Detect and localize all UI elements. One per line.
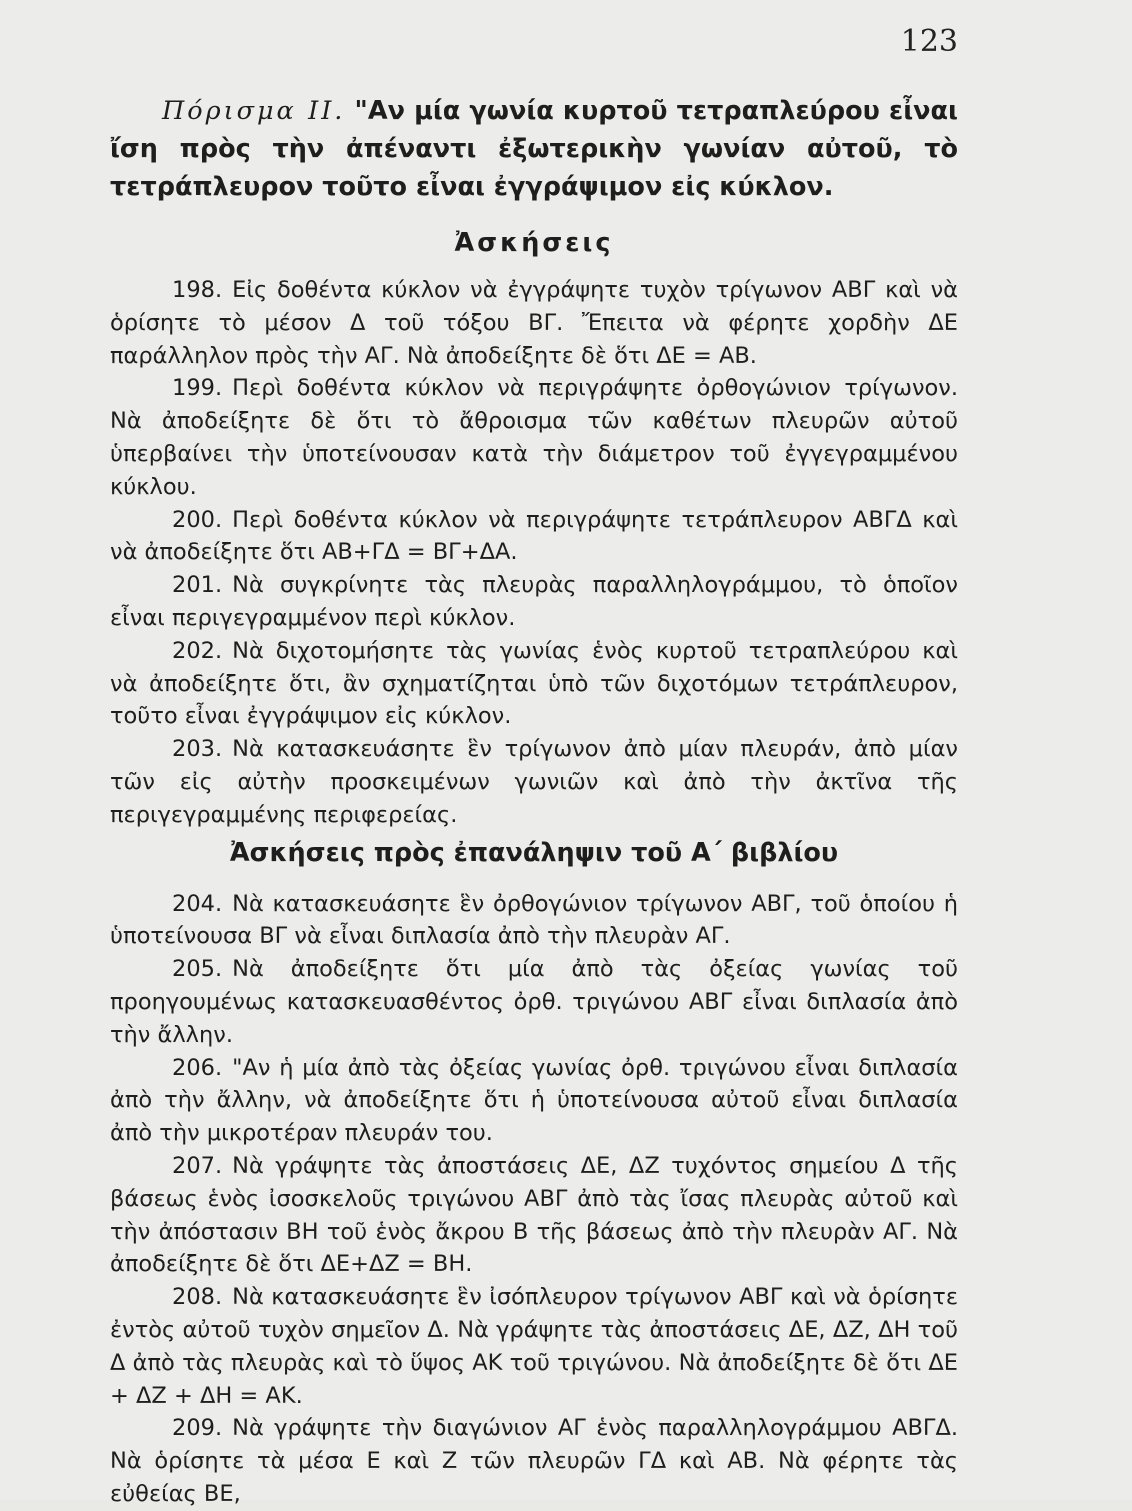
exercise-text: Εἰς δοθέντα κύκλον νὰ ἐγγράψητε τυχὸν τρίγωνον ΑΒΓ καὶ νὰ ὁρίσητε τὸ μέσον Δ τοῦ τόξου ΒΓ. Ἔπειτα νὰ φέρητε χορδὴν ΔΕ παράλληλον πρὸς τὴν ΑΓ. Νὰ ἀποδείξητε δὲ ὅτι ΔΕ = ΑΒ. (110, 277, 958, 369)
exercise-text: Νὰ κατασκευάσητε ἓν ἰσόπλευρον τρίγωνον ΑΒΓ καὶ νὰ ὁρίσητε ἐντὸς αὐτοῦ τυχὸν σημεῖον Δ. Νὰ γράψητε τὰς ἀποστάσεις ΔΕ, ΔΖ, ΔΗ τοῦ Δ ἀπὸ τὰς πλευρὰς καὶ τὸ ὕψος ΑΚ τοῦ τριγώνου. Νὰ ἀποδείξητε δὲ ὅτι ΔΕ + ΔΖ + ΔΗ = ΑΚ. (110, 1284, 958, 1409)
exercise-number: 198. (172, 277, 223, 303)
exercise-text: Νὰ διχοτομήσητε τὰς γωνίας ἑνὸς κυρτοῦ τετραπλεύρου καὶ νὰ ἀποδείξητε ὅτι, ἂν σχηματίζηται ὑπὸ τῶν διχοτόμων τετράπλευρον, τοῦτο εἶναι ἐγγράψιμον εἰς κύκλον. (110, 637, 958, 730)
section-heading-review: Ἀσκήσεις πρὸς ἐπανάληψιν τοῦ Α΄ βιβλίου (229, 837, 839, 868)
section-heading-exercises: Ἀσκήσεις (454, 228, 614, 258)
porisma-paragraph (110, 92, 958, 206)
exercise-198 (110, 274, 958, 372)
page-number: 123 (900, 24, 958, 59)
page-content (110, 92, 958, 1511)
exercise-204 (110, 888, 958, 954)
exercise-text: Νὰ συγκρίνητε τὰς πλευρὰς παραλληλογράμμου, τὸ ὁποῖον εἶναι περιγεγραμμένον περὶ κύκλον. (110, 572, 958, 631)
exercise-199 (110, 372, 958, 503)
exercise-208 (110, 1281, 958, 1412)
exercise-209 (110, 1412, 958, 1510)
exercise-206 (110, 1052, 958, 1150)
exercise-207 (110, 1150, 958, 1281)
exercise-number: 206. (172, 1054, 223, 1081)
exercise-number: 209. (172, 1415, 223, 1442)
exercise-205 (110, 953, 958, 1051)
exercise-number: 208. (172, 1284, 223, 1311)
exercise-text: Περὶ δοθέντα κύκλον νὰ περιγράψητε ὀρθογώνιον τρίγωνον. Νὰ ἀποδείξητε δὲ ὅτι τὸ ἄθροισμα τῶν καθέτων πλευρῶν αὐτοῦ ὑπερβαίνει τὴν ὑποτείνουσαν κατὰ τὴν διάμετρον τοῦ ἐγγεγραμμένου κύκλου. (110, 375, 958, 500)
exercise-number: 201. (172, 572, 223, 599)
exercise-text: Νὰ κατασκευάσητε ἓν ὀρθογώνιον τρίγωνον ΑΒΓ, τοῦ ὁποίου ἡ ὑποτείνουσα ΒΓ νὰ εἶναι διπλασία ἀπὸ τὴν πλευρὰν ΑΓ. (110, 890, 958, 950)
exercise-text: "Αν ἡ μία ἀπὸ τὰς ὀξείας γωνίας ὀρθ. τριγώνου εἶναι διπλασία ἀπὸ τὴν ἄλλην, νὰ ἀποδείξητε ὅτι ἡ ὑποτείνουσα αὐτοῦ εἶναι διπλασία ἀπὸ τὴν μικροτέραν πλευράν του. (110, 1054, 958, 1147)
exercise-201 (110, 569, 958, 635)
exercise-202 (110, 635, 958, 733)
exercise-number: 199. (172, 375, 223, 402)
exercise-text: Νὰ γράψητε τὴν διαγώνιον ΑΓ ἑνὸς παραλληλογράμμου ΑΒΓΔ. Νὰ ὁρίσητε τὰ μέσα Ε καὶ Ζ τῶν πλευρῶν ΓΔ καὶ ΑΒ. Νὰ φέρητε τὰς εὐθείας ΒΕ, (110, 1415, 958, 1507)
exercise-number: 204. (172, 890, 223, 917)
exercise-200 (110, 504, 958, 570)
exercise-list-2 (110, 888, 958, 1511)
porisma-text: "Αν μία γωνία κυρτοῦ τετραπλεύρου εἶναι ἴση πρὸς τὴν ἀπέναντι ἐξωτερικὴν γωνίαν αὐτοῦ, τὸ τετράπλευρον τοῦτο εἶναι ἐγγράψιμον εἰς κύκλον. (110, 96, 958, 202)
exercise-203 (110, 733, 958, 831)
porisma-label: Πόρισμα ΙΙ. (162, 96, 346, 126)
exercise-number: 202. (172, 637, 223, 664)
exercise-text: Νὰ κατασκευάσητε ἓν τρίγωνον ἀπὸ μίαν πλευράν, ἀπὸ μίαν τῶν εἰς αὐτὴν προσκειμένων γωνιῶν καὶ ἀπὸ τὴν ἀκτῖνα τῆς περιγεγραμμένης περιφερείας. (110, 736, 958, 828)
exercise-text: Νὰ γράψητε τὰς ἀποστάσεις ΔΕ, ΔΖ τυχόντος σημείου Δ τῆς βάσεως ἑνὸς ἰσοσκελοῦς τριγώνου ΑΒΓ ἀπὸ τὰς ἴσας πλευρὰς αὐτοῦ καὶ τὴν ἀπόστασιν ΒΗ τοῦ ἑνὸς ἄκρου Β τῆς βάσεως ἀπὸ τὴν πλευρὰν ΑΓ. Νὰ ἀποδείξητε δὲ ὅτι ΔΕ+ΔΖ = ΒΗ. (110, 1152, 958, 1278)
exercise-text: Περὶ δοθέντα κύκλον νὰ περιγράψητε τετράπλευρον ΑΒΓΔ καὶ νὰ ἀποδείξητε ὅτι ΑΒ+ΓΔ = ΒΓ+ΔΑ. (110, 506, 958, 566)
exercise-number: 205. (172, 956, 223, 983)
exercise-number: 207. (172, 1152, 223, 1179)
exercise-list-1 (110, 274, 958, 832)
exercise-number: 203. (172, 736, 223, 763)
exercise-text: Νὰ ἀποδείξητε ὅτι μία ἀπὸ τὰς ὀξείας γωνίας τοῦ προηγουμένως κατασκευασθέντος ὀρθ. τριγώνου ΑΒΓ εἶναι διπλασία ἀπὸ τὴν ἄλλην. (110, 956, 958, 1048)
exercise-number: 200. (172, 506, 223, 533)
